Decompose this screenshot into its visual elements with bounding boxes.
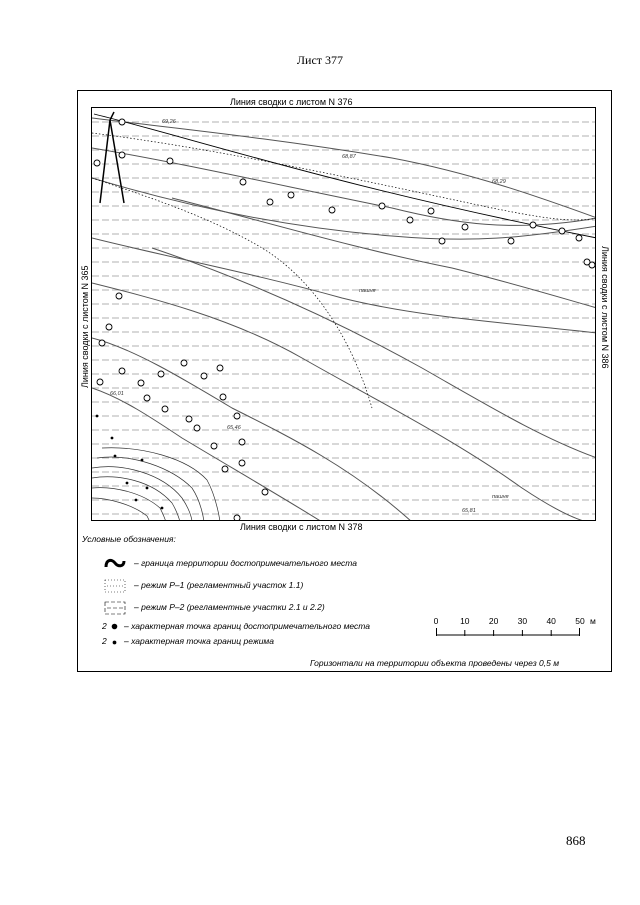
- scale-tick-label: 40: [546, 616, 556, 626]
- elevation-label: 65,81: [462, 508, 476, 514]
- page-number: 868: [566, 833, 586, 848]
- scale-unit: м: [590, 616, 596, 626]
- elevation-label: 68,29: [492, 179, 506, 185]
- edge-label-top: Линия сводки с листом N 376: [230, 97, 353, 107]
- scale-tick-label: 50: [575, 616, 585, 626]
- dense-contours: [92, 448, 220, 521]
- edge-label-bottom: Линия сводки с листом N 378: [240, 522, 363, 532]
- map-area[interactable]: [91, 107, 596, 521]
- scale-tick-label: 0: [433, 616, 439, 626]
- landuse-label: пашня: [492, 494, 509, 500]
- elevation-label: 69,26: [162, 119, 176, 125]
- legend-title: Условные обозначения:: [82, 534, 176, 544]
- boundary-curve-icon: [104, 557, 126, 571]
- point-number: 2: [102, 621, 107, 631]
- elevation-label: 68,87: [342, 154, 356, 160]
- contour-lines: [92, 118, 596, 521]
- scale-tick-label: 30: [517, 616, 528, 626]
- scale-bar-graphic: [436, 628, 580, 636]
- scale-tick-label: 10: [460, 616, 470, 626]
- elevation-label: 65,46: [227, 425, 241, 431]
- elevation-label: 66,01: [110, 391, 124, 397]
- small-point-icon: [112, 640, 117, 645]
- regime-p1-boundary: [92, 133, 596, 408]
- contour-interval-note: Горизонтали на территории объекта проведены через 0,5 м: [310, 658, 560, 668]
- edge-label-left: Линия сводки с листом N 365: [80, 265, 90, 388]
- scale-bar: [430, 616, 600, 646]
- characteristic-points: [94, 119, 595, 521]
- large-point-icon: [111, 623, 118, 630]
- site-boundary-line: [94, 114, 596, 238]
- dotted-hatch-icon: [104, 579, 126, 593]
- dashed-hatch-icon: [104, 601, 126, 615]
- edge-label-right: Линия сводки с листом N 386: [600, 246, 610, 369]
- map-legend: Условные обозначения: – граница территории достопримечательного места – режим Р–1 (регламентный участок 1.1) – режим Р–2 (регламентные участки 2.1 и 2.2) 2 – характерная точка границ достопримечательного места 2 – характерная точка границ режима: [82, 534, 371, 646]
- sheet-title: Лист 377: [296, 53, 344, 67]
- landuse-label: пашня: [359, 288, 376, 294]
- point-number: 2: [102, 636, 107, 646]
- scale-tick-label: 20: [488, 616, 499, 626]
- map-drawing: [92, 108, 596, 521]
- regime-points: [96, 415, 164, 510]
